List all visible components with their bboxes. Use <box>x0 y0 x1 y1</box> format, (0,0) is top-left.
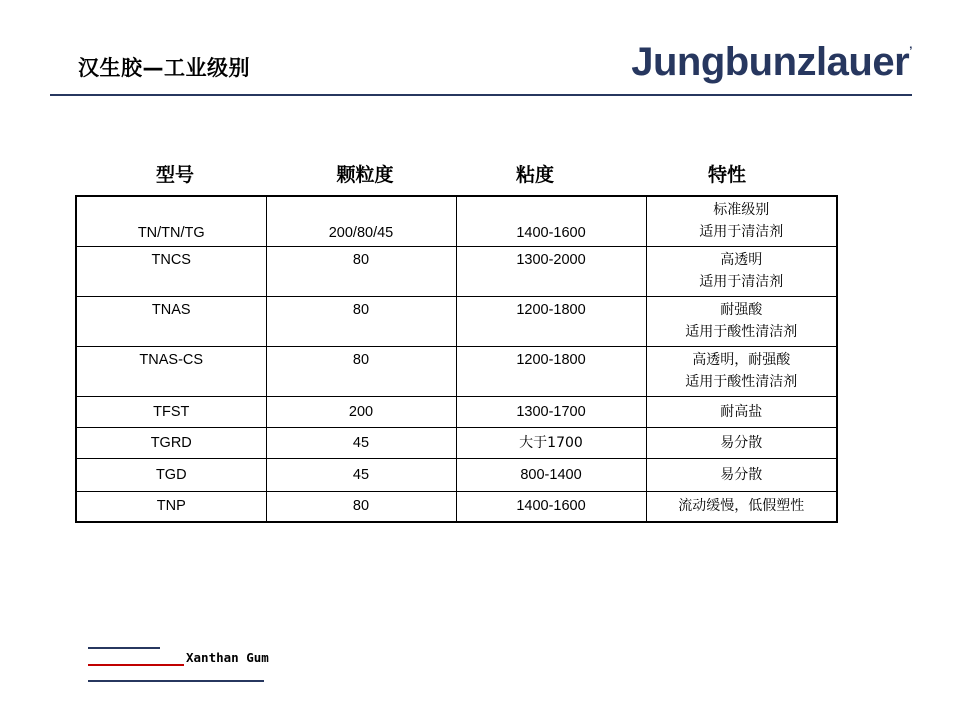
cell-features: 流动缓慢，低假塑性 <box>646 491 837 522</box>
cell-particle: 45 <box>266 458 456 491</box>
cell-particle: 200 <box>266 396 456 427</box>
cell-particle: 45 <box>266 427 456 458</box>
column-header-model: 型号 <box>155 164 194 186</box>
feature-line-1: 高透明 <box>720 252 763 268</box>
cell-features: 易分散 <box>646 427 837 458</box>
table-row <box>76 296 837 346</box>
cell-model: TGD <box>76 458 266 491</box>
cell-viscosity: 1300-2000 <box>456 246 646 296</box>
feature-line-1: 标准级别 <box>713 202 770 219</box>
logo-mark: ’ <box>909 44 912 58</box>
cell-viscosity: 大于1700 <box>456 427 646 458</box>
column-header-viscosity: 粘度 <box>515 164 554 186</box>
jungbunzlauer-logo <box>631 40 912 85</box>
cell-viscosity: 800-1400 <box>456 458 646 491</box>
cell-viscosity: 1400-1600 <box>456 196 646 246</box>
feature-line-2: 适用于清洁剂 <box>699 274 784 290</box>
cell-model: TNCS <box>76 246 266 296</box>
cell-features <box>646 296 837 346</box>
header-divider <box>50 94 912 96</box>
footer-label: Xanthan Gum <box>186 650 269 665</box>
feature-line-1: 高透明，耐强酸 <box>692 352 791 368</box>
table-row <box>76 346 837 396</box>
cell-particle: 80 <box>266 246 456 296</box>
cell-viscosity: 1200-1800 <box>456 296 646 346</box>
feature-line-2: 适用于酸性清洁剂 <box>685 374 798 390</box>
feature-line-2: 适用于清洁剂 <box>699 224 784 241</box>
footer-line-red <box>88 664 184 666</box>
column-headers <box>75 160 835 186</box>
cell-model: TFST <box>76 396 266 427</box>
cell-particle: 80 <box>266 491 456 522</box>
cell-viscosity: 1300-1700 <box>456 396 646 427</box>
cell-particle: 200/80/45 <box>266 196 456 246</box>
cell-features: 耐高盐 <box>646 396 837 427</box>
slide-title: 汉生胶—工业级别 <box>78 56 250 80</box>
cell-model: TNAS-CS <box>76 346 266 396</box>
product-spec-table <box>75 195 838 523</box>
table-row <box>76 491 837 522</box>
cell-model: TN/TN/TG <box>76 196 266 246</box>
table-row <box>76 246 837 296</box>
cell-model: TGRD <box>76 427 266 458</box>
feature-line-1: 耐强酸 <box>720 302 763 318</box>
cell-model: TNAS <box>76 296 266 346</box>
feature-line-2: 适用于酸性清洁剂 <box>685 324 798 340</box>
table-row <box>76 427 837 458</box>
column-header-features: 特性 <box>707 164 746 186</box>
table-row <box>76 396 837 427</box>
cell-features: 易分散 <box>646 458 837 491</box>
cell-particle: 80 <box>266 346 456 396</box>
footer-line-navy-short <box>88 647 160 649</box>
cell-viscosity: 1400-1600 <box>456 491 646 522</box>
cell-viscosity: 1200-1800 <box>456 346 646 396</box>
table-row <box>76 458 837 491</box>
footer <box>88 640 348 690</box>
logo-text: Jungbunzlauer <box>631 40 910 84</box>
footer-line-navy-long <box>88 680 264 682</box>
cell-features <box>646 346 837 396</box>
cell-model: TNP <box>76 491 266 522</box>
cell-features <box>646 246 837 296</box>
column-header-particle: 颗粒度 <box>336 164 394 186</box>
table-row <box>76 196 837 246</box>
cell-particle: 80 <box>266 296 456 346</box>
cell-features <box>646 196 837 246</box>
